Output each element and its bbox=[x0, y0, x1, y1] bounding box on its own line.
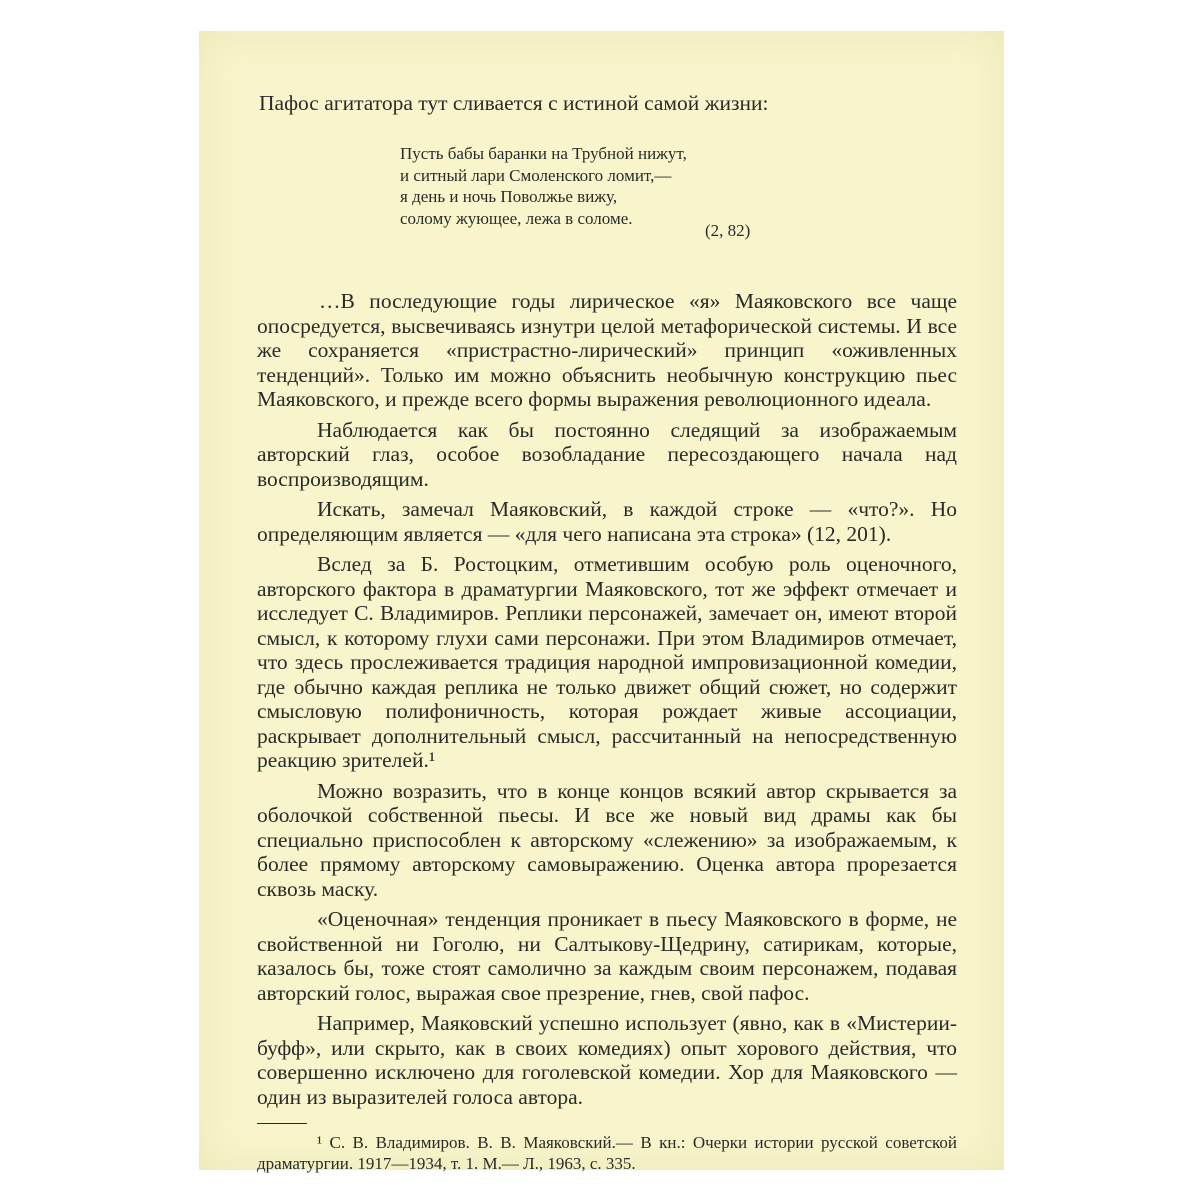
paragraph: «Оценочная» тенденция проникает в пьесу Маяковского в форме, не свойственной ни Гоголю, ни Салтыкову-Щедрину, сатирикам, которые, казалось бы, тоже стоят самолично за каждым своим персонажем, подавая авторский голос, выражая свое презрение, гнев, свой пафос. bbox=[257, 907, 957, 1005]
body-text bbox=[257, 289, 957, 1115]
poem-line: Пусть бабы баранки на Трубной нижут, bbox=[400, 144, 687, 163]
poem-line: и ситный лари Смоленского ломит,— bbox=[400, 165, 672, 185]
poem-line: солому жующее, лежа в соломе. bbox=[400, 208, 633, 228]
footnote-divider bbox=[257, 1123, 307, 1124]
poem-reference: (2, 82) bbox=[705, 221, 751, 240]
paragraph: Например, Маяковский успешно использует (явно, как в «Мистерии-буфф», или скрыто, как в своих комедиях) опыт хорового действия, что совершенно исключено для гоголевской комедии. Хор для Маяковского — один из выразителей голоса автора. bbox=[257, 1011, 957, 1109]
paragraph: Можно возразить, что в конце концов всякий автор скрывается за оболочкой собственной пьесы. И все же новый вид драмы как бы специально приспособлен к авторскому «слежению» за изображаемым, к более прямому авторскому самовыражению. Оценка автора прорезается сквозь маску. bbox=[257, 778, 957, 901]
footnote: ¹ С. В. Владимиров. В. В. Маяковский.— В кн.: Очерки истории русской советской драматургии. 1917—1934, т. 1. М.— Л., 1963, с. 335. bbox=[257, 1133, 957, 1173]
poem-quote bbox=[400, 143, 762, 229]
paragraph: Вслед за Б. Ростоцким, отметившим особую роль оценочного, авторского фактора в драматургии Маяковского, тот же эффект отмечает и исследует С. Владимиров. Реплики персонажей, замечает он, имеют второй смысл, к которому глухи сами персонажи. При этом Владимиров отмечает, что здесь прослеживается традиция народной импровизационной комедии, где обычно каждая реплика не только движет общий сюжет, но содержит смысловую полифоничность, которая рождает живые ассоциации, раскрывает дополнительный смысл, рассчитанный на непосредственную реакцию зрителей.¹ bbox=[257, 552, 957, 772]
paragraph: Наблюдается как бы постоянно следящий за изображаемым авторский глаз, особое возобладание пересоздающего начала над воспроизводящим. bbox=[257, 417, 957, 491]
book-page bbox=[199, 31, 1004, 1173]
poem-line: я день и ночь Поволжье вижу, bbox=[400, 187, 618, 206]
paragraph: Искать, замечал Маяковский, в каждой строке — «что?». Но определяющим является — «для чего написана эта строка» (12, 201). bbox=[257, 497, 957, 546]
intro-line: Пафос агитатора тут сливается с истиной самой жизни: bbox=[259, 91, 769, 115]
paragraph: …В последующие годы лирическое «я» Маяковского все чаще опосредуется, высвечиваясь изнутри целой метафорической системы. И все же сохраняется «пристрастно-лирический» принцип «оживленных тенденций». Только им можно объяснить необычную конструкцию пьес Маяковского, и прежде всего формы выражения революционного идеала. bbox=[257, 289, 957, 411]
